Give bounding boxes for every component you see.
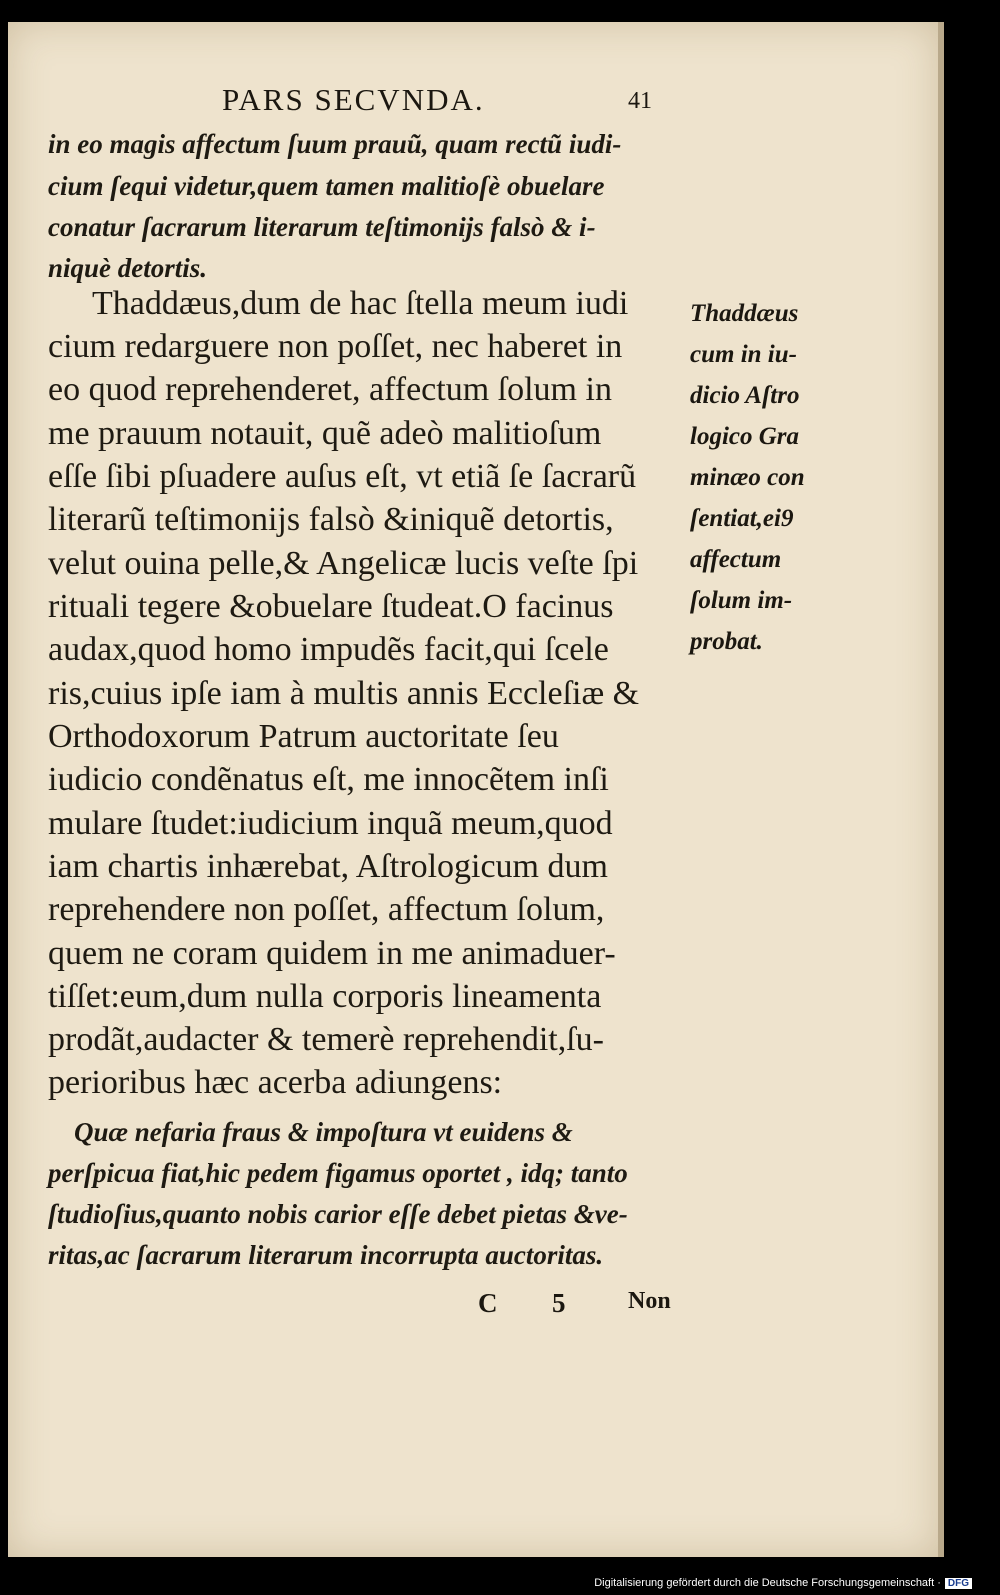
body-line: audax,quod homo impudẽs facit,qui ſcele [48,631,609,668]
marginal-note-line: ſentiat,ei9 [690,505,794,532]
marginal-note-line: probat. [690,628,763,655]
body-line: rituali tegere &obuelare ſtudeat.O facinus [48,588,614,625]
quote-line: Quæ nefaria fraus & impoſtura vt euidens & [74,1117,573,1147]
signature-mark: C [478,1288,498,1318]
opening-line: conatur ſacrarum literarum teſtimonijs falsò & i- [48,212,596,242]
body-line: eſſe ſibi pſuadere auſus eſt, vt etiã ſe ſacrarũ [48,458,637,495]
body-line: quem ne coram quidem in me animaduer- [48,935,616,972]
body-line: Orthodoxorum Patrum auctoritate ſeu [48,718,559,755]
running-title: PARS SECVNDA. [222,82,485,117]
marginal-note-line: ſolum im- [690,587,793,614]
credit-text: Digitalisierung gefördert durch die Deutsche Forschungsgemeinschaft · [594,1577,941,1589]
body-line: iudicio condẽnatus eſt, me innocẽtem inſi [48,761,609,798]
marginal-note-line: Thaddæus [690,300,799,327]
body-line: me prauum notauit, quẽ adeò malitioſum [48,415,602,452]
opening-line: niquè detortis. [48,253,208,283]
body-line: cium redarguere non poſſet, nec haberet in [48,328,623,365]
marginal-note-line: cum in iu- [690,341,797,368]
marginal-note-line: affectum [690,546,782,573]
digitization-credit [594,1577,972,1589]
quote-line: perſpicua fiat,hic pedem figamus oportet , idq; tanto [48,1158,628,1188]
dfg-logo: DFG [945,1578,972,1589]
body-line: perioribus hæc acerba adiungens: [48,1064,503,1101]
body-line: eo quod reprehenderet, affectum ſolum in [48,371,612,408]
signature-number: 5 [552,1288,566,1318]
quote-line: ſtudioſius,quanto nobis carior eſſe debet pietas &ve- [48,1199,628,1229]
body-line: tiſſet:eum,dum nulla corporis lineamenta [48,978,602,1015]
body-line: Thaddæus,dum de hac ſtella meum iudi [92,285,629,322]
marginal-note-line: dicio Aſtro [690,382,800,409]
quote-line: ritas,ac ſacrarum literarum incorrupta auctoritas. [48,1240,604,1270]
opening-line: in eo magis affectum ſuum prauũ, quam rectũ iudi- [48,129,622,159]
page-number: 41 [628,88,652,114]
body-line: mulare ſtudet:iudicium inquã meum,quod [48,805,613,842]
body-line: literarũ teſtimonijs falsò &iniquẽ detortis, [48,501,614,538]
body-line: iam chartis inhærebat, Aſtrologicum dum [48,848,608,885]
opening-line: cium ſequi videtur,quem tamen malitioſè obuelare [48,171,605,201]
catchword: Non [628,1288,671,1314]
body-line: reprehendere non poſſet, affectum ſolum, [48,891,605,928]
body-line: prodãt,audacter & temerè reprehendit,ſu- [48,1021,605,1058]
body-line: velut ouina pelle,& Angelicæ lucis veſte ſpi [48,545,639,582]
marginal-note-line: logico Gra [690,423,800,450]
marginal-note-line: minæo con [690,464,805,491]
body-line: ris,cuius ipſe iam à multis annis Eccleſiæ & [48,675,640,712]
